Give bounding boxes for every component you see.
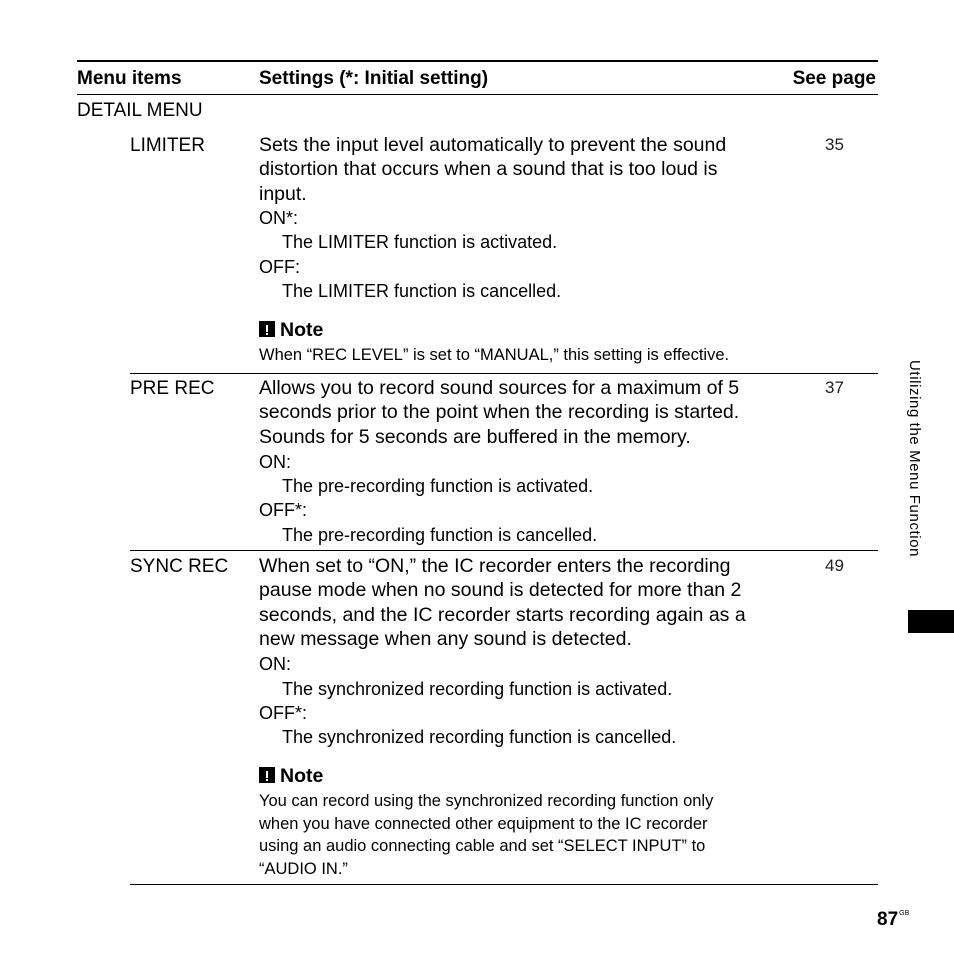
note-heading: [259, 319, 323, 342]
note-line: You can record using the synchronized recording function only: [259, 792, 714, 810]
row-divider: [130, 373, 878, 374]
row-label: PRE REC: [130, 378, 215, 399]
region-code: GB: [899, 910, 910, 917]
option-text: The pre-recording function is cancelled.: [282, 525, 598, 545]
page-number-value: 87: [877, 909, 899, 930]
row-divider: [130, 550, 878, 551]
note-line: “AUDIO IN.”: [259, 859, 348, 878]
table-top-rule: [77, 60, 878, 62]
menu-settings-table: [77, 60, 878, 886]
description-line: distortion that occurs when a sound that is too loud is: [259, 158, 718, 181]
page-number: [877, 909, 909, 931]
option-text: The synchronized recording function is activated.: [282, 679, 673, 699]
note-line: when you have connected other equipment to the IC recorder: [259, 814, 708, 833]
note-text: [259, 790, 799, 880]
description-line: input.: [259, 182, 307, 205]
header-see-page: See page: [792, 68, 876, 89]
see-page-number: 37: [825, 378, 844, 397]
option-text: The synchronized recording function is cancelled.: [282, 727, 677, 747]
note-line: using an audio connecting cable and set “SELECT INPUT” to: [259, 837, 706, 855]
row-description: [259, 376, 789, 449]
see-page-number: 49: [825, 556, 844, 575]
row-label: SYNC REC: [130, 556, 229, 577]
note-text: [259, 344, 799, 367]
section-title: Utilizing the Menu Function: [906, 360, 923, 558]
row-description: [259, 554, 789, 651]
description-line: Allows you to record sound sources for a maximum of 5: [259, 377, 740, 399]
group-label: DETAIL MENU: [77, 100, 203, 121]
option-text: The LIMITER function is cancelled.: [282, 281, 562, 301]
section-tab-marker: [908, 610, 954, 633]
description-line: Sounds for 5 seconds are buffered in the memory.: [259, 425, 691, 448]
see-page-number: 35: [825, 135, 844, 154]
table-bottom-rule: [130, 884, 878, 885]
option-name: OFF*:: [259, 500, 307, 520]
row-label: LIMITER: [130, 135, 205, 156]
option-name: OFF:: [259, 257, 300, 277]
header-rule: [77, 94, 878, 95]
description-line: seconds prior to the point when the recording is started.: [259, 401, 740, 424]
option-name: ON*:: [259, 208, 299, 228]
option-name: OFF*:: [259, 703, 307, 723]
note-title: Note: [280, 765, 324, 787]
option-text: The LIMITER function is activated.: [282, 232, 558, 252]
option-text: The pre-recording function is activated.: [282, 476, 594, 496]
note-icon: [259, 767, 275, 783]
description-line: Sets the input level automatically to prevent the sound: [259, 134, 727, 156]
description-line: When set to “ON,” the IC recorder enters the recording: [259, 555, 731, 577]
header-settings: Settings (*: Initial setting): [259, 68, 489, 89]
note-title: Note: [280, 319, 324, 341]
description-line: seconds, and the IC recorder starts recording again as a: [259, 603, 746, 626]
note-heading: [259, 765, 323, 788]
description-line: pause mode when no sound is detected for more than 2: [259, 579, 742, 602]
header-menu-items: Menu items: [77, 68, 182, 89]
description-line: new message when any sound is detected.: [259, 627, 632, 650]
note-line: When “REC LEVEL” is set to “MANUAL,” this setting is effective.: [259, 346, 730, 364]
row-description: [259, 133, 789, 206]
note-icon: [259, 321, 275, 337]
option-name: ON:: [259, 452, 292, 472]
option-name: ON:: [259, 654, 292, 674]
